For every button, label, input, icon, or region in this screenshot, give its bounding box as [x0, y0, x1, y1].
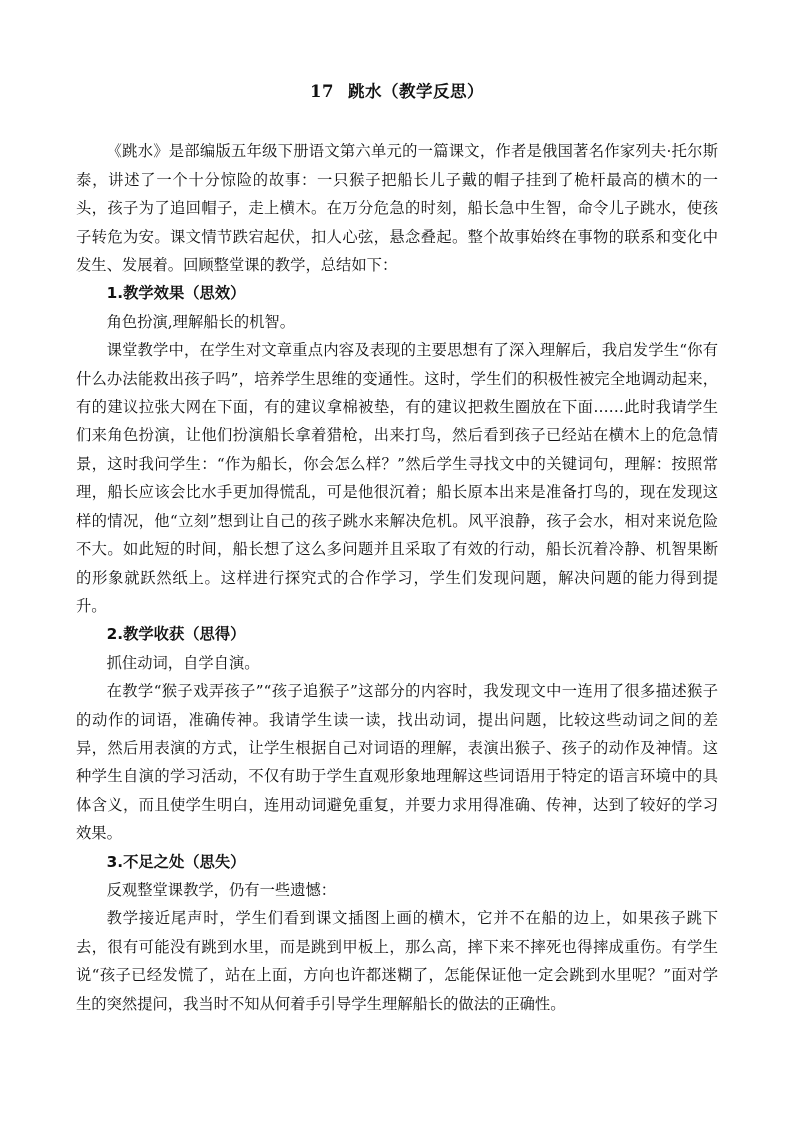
section-1-heading	[76, 279, 718, 307]
section-2-paragraph-2: 在教学“猴子戏弄孩子”“孩子追猴子”这部分的内容时，我发现文中一连用了很多描述猴子的动作的词语，准确传神。我请学生读一读，找出动词，提出问题，比较这些动词之间的差异，然后用表演的方式，让学生根据自己对词语的理解，表演出猴子、孩子的动作及神情。这种学生自演的学习活动，不仅有助于学生直观形象地理解这些词语用于特定的语言环境中的具体含义，而且使学生明白，连用动词避免重复，并要力求用得准确、传神，达到了较好的学习效果。	[76, 682, 718, 843]
section-2-paragraph-1: 抓住动词，自学自演。	[106, 653, 260, 672]
section-3-heading	[76, 848, 718, 876]
section-3-paragraph-2: 教学接近尾声时，学生们看到课文插图上画的横木，它并不在船的边上，如果孩子跳下去，很有可能没有跳到水里，而是跳到甲板上，那么高，摔下来不摔死也得摔成重伤。有学生说“孩子已经发慌了，站在上面，方向也许都迷糊了，怎能保证他一定会跳到水里呢？”面对学生的突然提问，我当时不知从何着手引导学生理解船长的做法的正确性。	[76, 909, 718, 1013]
section-3-number: 3.	[106, 852, 124, 871]
lesson-title: 跳水（教学反思）	[347, 82, 484, 101]
section-1-paragraph-1: 角色扮演,理解船长的机智。	[106, 312, 296, 331]
section-1-number: 1.	[106, 284, 124, 303]
section-2-title: 教学收获（思得）	[123, 625, 246, 644]
lesson-number: 17	[310, 82, 334, 101]
section-3-paragraph-1: 反观整堂课教学，仍有一些遗憾：	[106, 880, 337, 899]
document-page	[76, 78, 718, 1018]
section-3-title: 不足之处（思失）	[123, 852, 246, 871]
page-title	[76, 78, 718, 106]
section-2-heading	[76, 620, 718, 648]
section-2-number: 2.	[106, 625, 124, 644]
intro-paragraph: 《跳水》是部编版五年级下册语文第六单元的一篇课文，作者是俄国著名作家列夫·托尔斯泰，讲述了一个十分惊险的故事：一只猴子把船长儿子戴的帽子挂到了桅杆最高的横木的一头，孩子为了追回帽子，走上横木。在万分危急的时刻，船长急中生智，命令儿子跳水，使孩子转危为安。课文情节跌宕起伏，扣人心弦，悬念叠起。整个故事始终在事物的联系和变化中发生、发展着。回顾整堂课的教学，总结如下：	[76, 142, 718, 275]
section-1-title: 教学效果（思效）	[123, 284, 246, 303]
section-1-paragraph-2: 课堂教学中，在学生对文章重点内容及表现的主要思想有了深入理解后，我启发学生“你有什么办法能救出孩子吗”，培养学生思维的变通性。这时，学生们的积极性被完全地调动起来，有的建议拉张大网在下面，有的建议拿棉被垫，有的建议把救生圈放在下面……此时我请学生们来角色扮演，让他们扮演船长拿着猎枪，出来打鸟，然后看到孩子已经站在横木上的危急情景，这时我问学生：“作为船长，你会怎么样？”然后学生寻找文中的关键词句，理解：按照常理，船长应该会比水手更加得慌乱，可是他很沉着；船长原本出来是准备打鸟的，现在发现这样的情况，他“立刻”想到让自己的孩子跳水来解决危机。风平浪静，孩子会水，相对来说危险不大。如此短的时间，船长想了这么多问题并且采取了有效的行动，船长沉着冷静、机智果断的形象就跃然纸上。这样进行探究式的合作学习，学生们发现问题，解决问题的能力得到提升。	[76, 341, 718, 615]
